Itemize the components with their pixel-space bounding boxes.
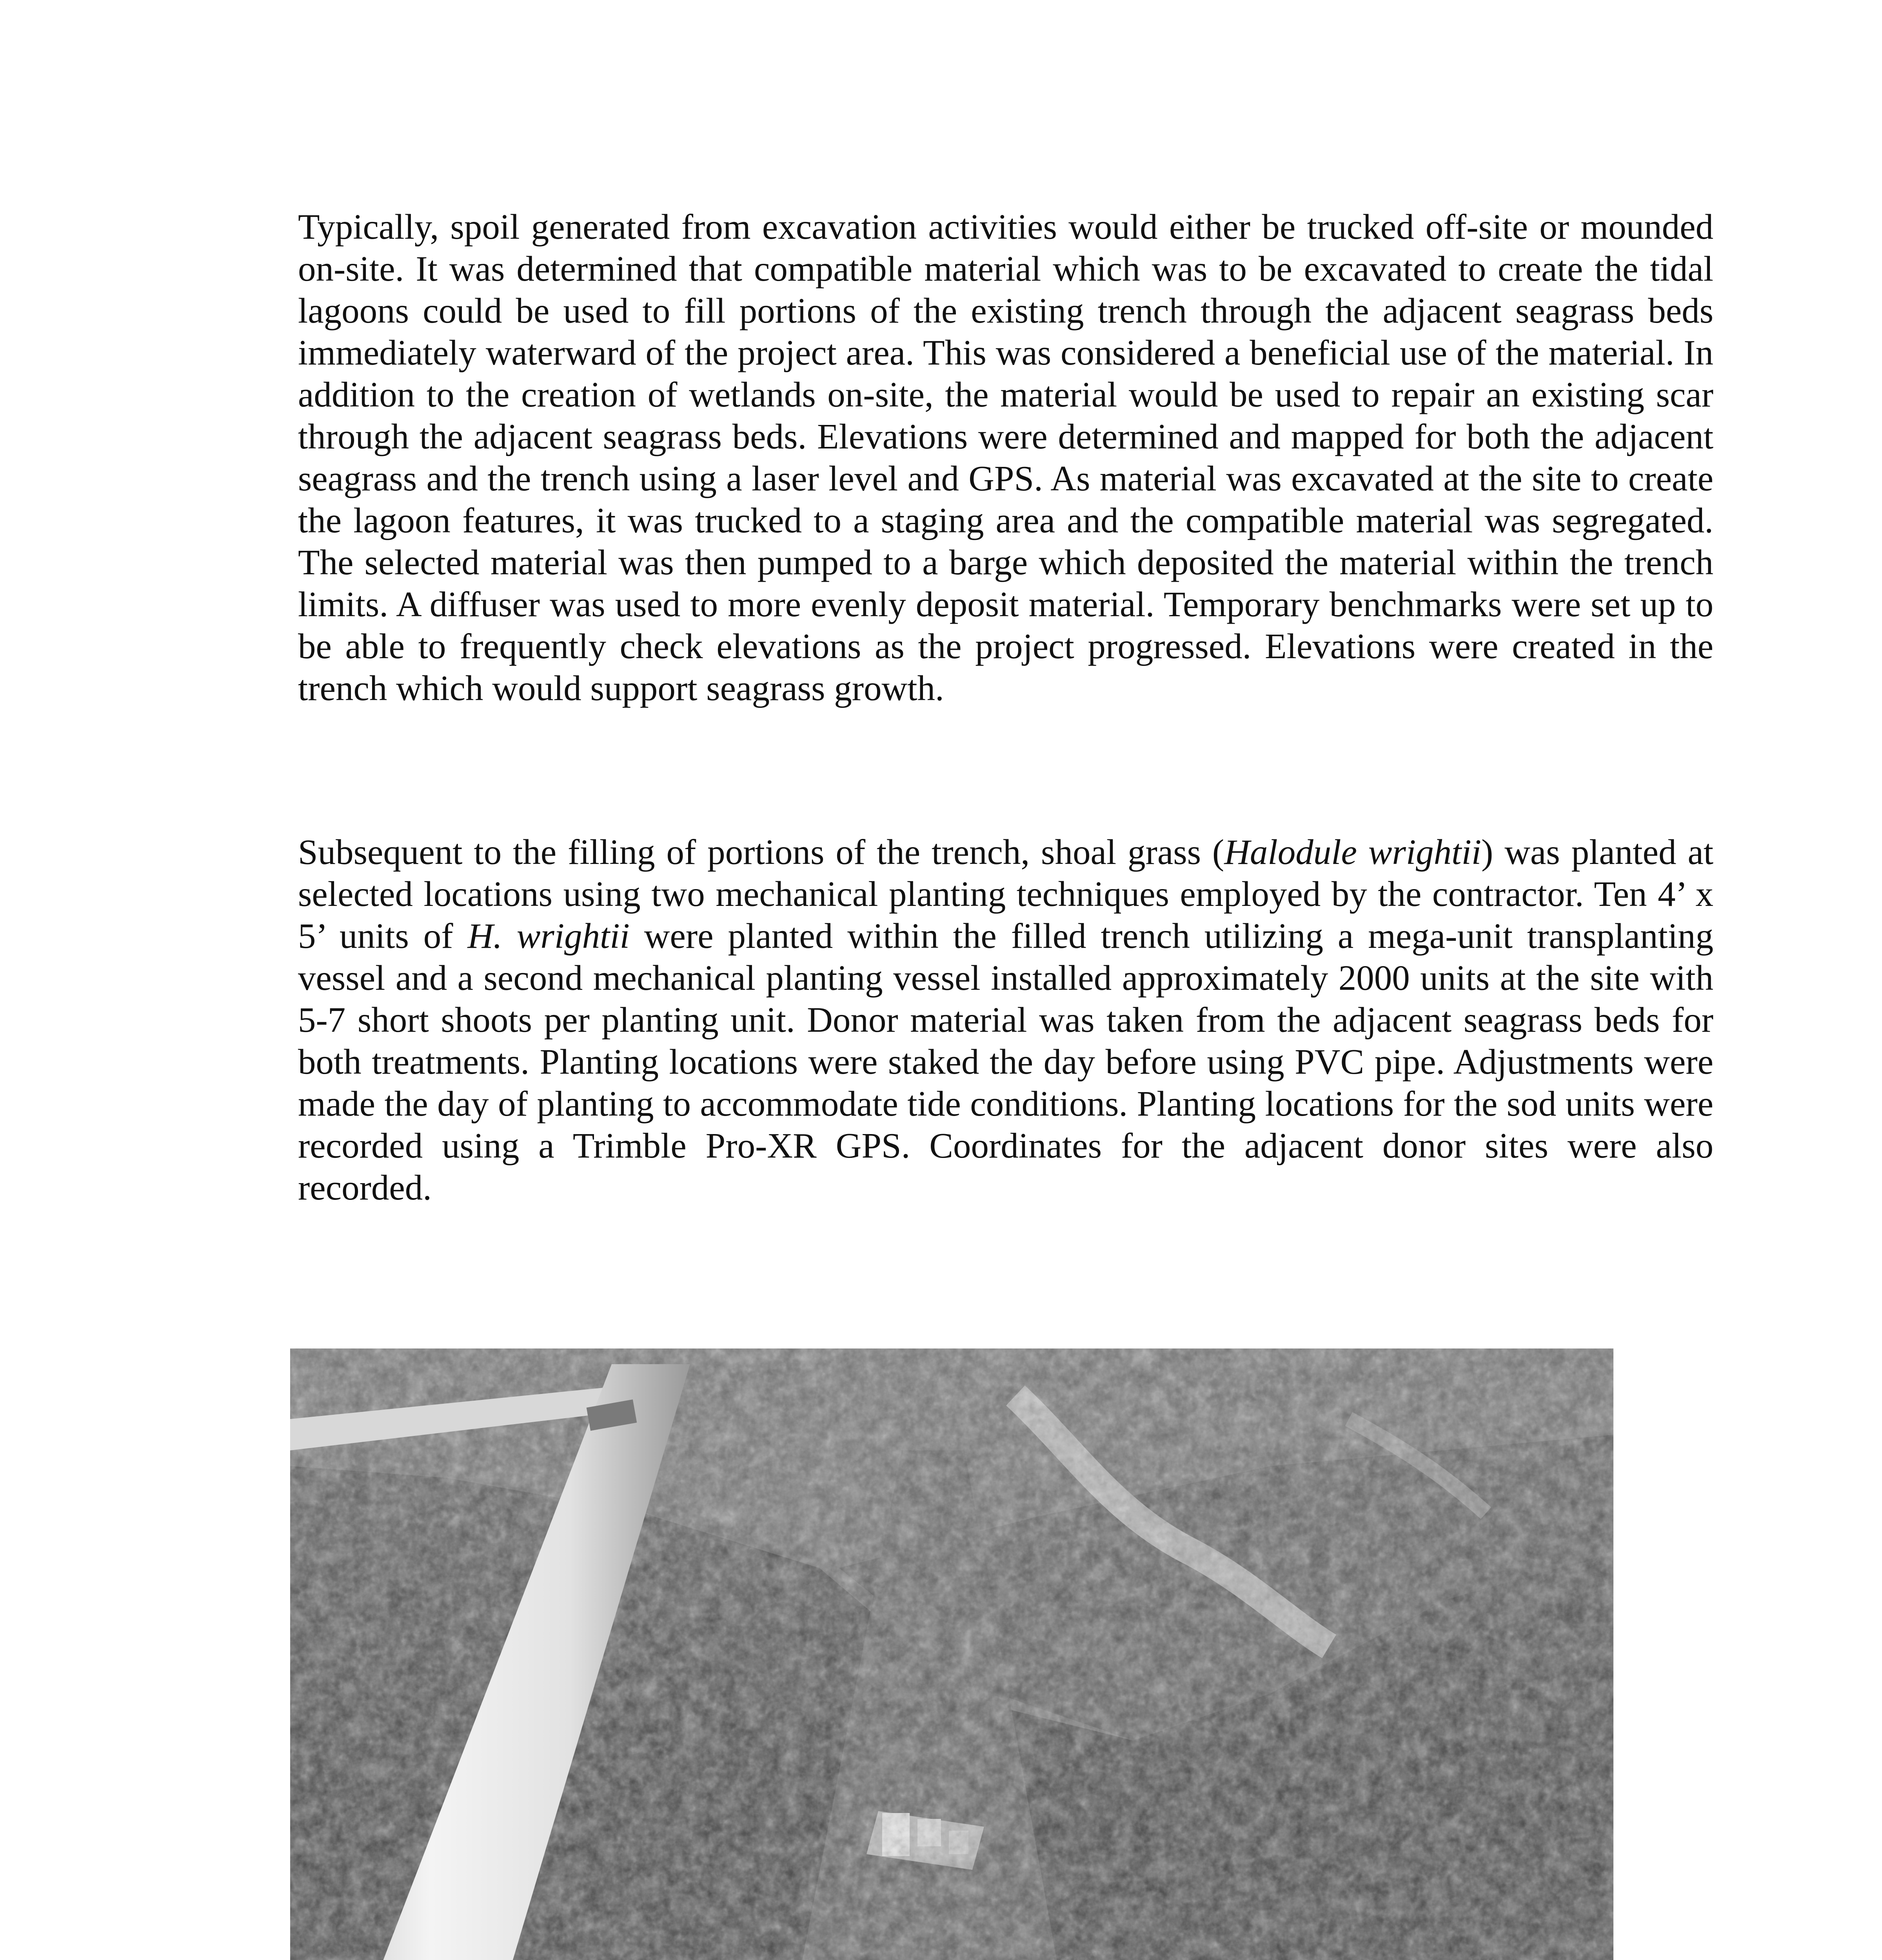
p2-text-c: were planted within the filled trench utilizing a mega-unit transplanting vessel and a second mechanical planting vessel installed approximately 2000 units at the site with 5-7 short shoots per planting unit. Donor material was taken from the adjacent seagrass beds for both treatments. Planting locations were staked the day before using PVC pipe. Adjustments were made the day of planting to accommodate tide conditions. Planting locations for the sod units were recorded using a Trimble Pro-XR GPS. Coordinates for the adjacent donor sites were also recorded. [298,916,1713,1207]
body-paragraph-1: Typically, spoil generated from excavation activities would either be trucked off-site or mounded on-site. It was determined that compatible material which was to be excavated to create the tidal lagoons could be used to fill portions of the existing trench through the adjacent seagrass beds immediately waterward of the project area. This was considered a beneficial use of the material. In addition to the creation of wetlands on-site, the material would be used to repair an existing scar through the adjacent seagrass beds. Elevations were determined and mapped for both the adjacent seagrass and the trench using a laser level and GPS. As material was excavated at the site to create the lagoon features, it was trucked to a staging area and the compatible material was segregated. The selected material was then pumped to a barge which deposited the material within the trench limits. A diffuser was used to more evenly deposit material. Temporary benchmarks were set up to be able to frequently check elevations as the project progressed. Elevations were created in the trench which would support seagrass growth. [298,207,1713,708]
p2-text-a: Subsequent to the filling of portions of the trench, shoal grass ( [298,832,1224,872]
body-paragraph-2 [298,831,1713,1209]
aerial-photo-drawing [290,1348,1613,1960]
aerial-photo [290,1348,1613,1960]
species-abbrev: H. wrightii [467,916,630,956]
p2-text-b: ) was planted at selected locations using two mechanical planting techniques employed by the contractor. Ten 4’ x 5’ units of [298,832,1713,956]
species-name: Halodule wrightii [1224,832,1482,872]
